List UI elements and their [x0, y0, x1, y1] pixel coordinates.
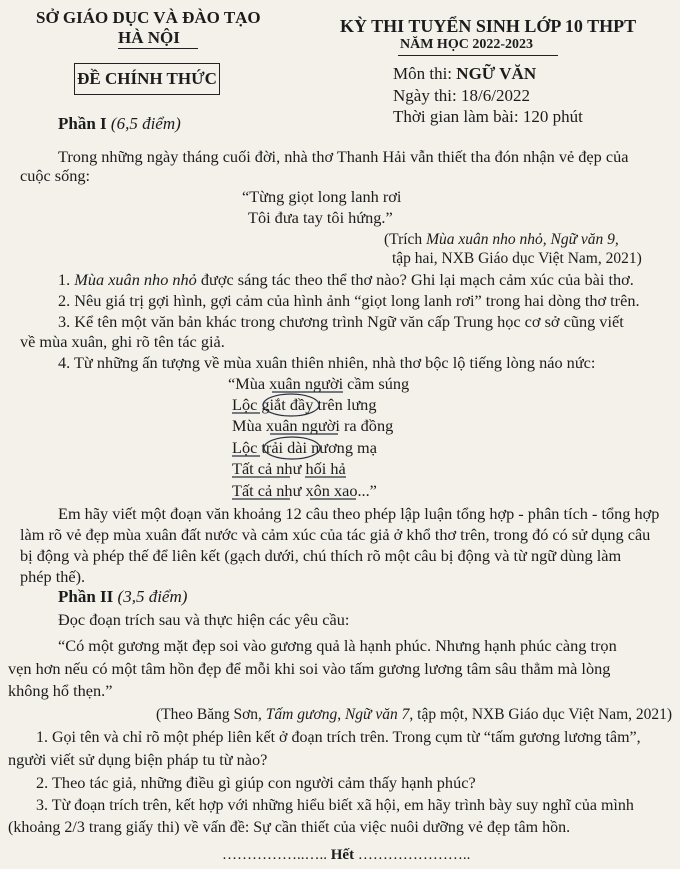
- subject-name: NGỮ VĂN: [456, 64, 537, 83]
- part1-intro-line2: cuộc sống:: [20, 166, 91, 185]
- end-dots-right: …………………..: [354, 847, 471, 863]
- school-year: NĂM HỌC 2022-2023: [400, 37, 533, 52]
- part2-question-1-line1: 1. Gọi tên và chỉ rõ một phép liên kết ở đoạn trích trên. Trong cụm từ “tấm gương lương tâm”,: [36, 729, 641, 746]
- subject-prefix: Môn thi:: [393, 64, 457, 83]
- part2-question-1-line2: người viết sử dụng biện pháp tu từ nào?: [8, 750, 268, 769]
- source1-line2: tập hai, NXB Giáo dục Việt Nam, 2021): [392, 250, 642, 267]
- end-label: Hết: [330, 847, 355, 863]
- part1-title: Phần I: [58, 114, 107, 133]
- handwritten-circle: [264, 437, 320, 459]
- poem-line: Lộc trải dài nương mạ: [232, 438, 377, 457]
- task-line: làm rõ vẻ đẹp mùa xuân đất nước và cảm xúc của tác giả ở khổ thơ trên, trong đó có sử dụng câu: [20, 525, 651, 544]
- q1-text: được sáng tác theo thể thơ nào? Ghi lại mạch cảm xúc của bài thơ.: [196, 270, 634, 289]
- poem-line: “Mùa xuân người cầm súng: [228, 374, 410, 393]
- part1-intro-line1: Trong những ngày tháng cuối đời, nhà thơ Thanh Hải vẫn thiết tha đón nhận vẻ đẹp của: [58, 147, 629, 166]
- part1-question-3-line1: 3. Kể tên một văn bản khác trong chương trình Ngữ văn cấp Trung học cơ sở cũng viết: [58, 312, 624, 331]
- part2-heading: [58, 587, 187, 607]
- quote-line-1: “Từng giọt long lanh rơi: [242, 187, 402, 206]
- part1-points: (6,5 điểm): [110, 114, 181, 133]
- exam-title: KỲ THI TUYỂN SINH LỚP 10 THPT: [340, 16, 637, 36]
- part1-question-2: 2. Nêu giá trị gợi hình, gợi cảm của hình ảnh “giọt long lanh rơi” trong hai dòng thơ trên.: [58, 291, 640, 310]
- source2-rest: , tập một, NXB Giáo dục Việt Nam, 2021): [409, 706, 673, 723]
- part2-question-2: 2. Theo tác giả, những điều gì giúp con người cảm thấy hạnh phúc?: [36, 773, 476, 792]
- department-city: HÀ NỘI: [118, 28, 180, 47]
- source2-prefix: (Theo Băng Sơn,: [156, 706, 266, 723]
- part1-question-3-line2: về mùa xuân, ghi rõ tên tác giả.: [20, 332, 225, 351]
- part2-question-3-line1: 3. Từ đoạn trích trên, kết hợp với những hiểu biết xã hội, em hãy trình bày suy nghĩ của mình: [36, 797, 634, 814]
- part2-instruction: Đọc đoạn trích sau và thực hiện các yêu cầu:: [58, 610, 350, 629]
- exam-duration: Thời gian làm bài: 120 phút: [393, 107, 583, 126]
- part2-title: Phần II: [58, 587, 114, 606]
- passage-line: không hổ thẹn.”: [8, 681, 113, 700]
- q1-poem-title: Mùa xuân nho nhỏ: [74, 270, 197, 289]
- source1-prefix: (Trích: [384, 231, 427, 248]
- part2-source: [156, 705, 672, 725]
- source2-book: Ngữ văn 7: [344, 706, 410, 723]
- part2-question-3-line2: (khoảng 2/3 trang giấy thi) về vấn đề: Sự cần thiết của việc nuôi dưỡng vẻ đẹp tâm hồn.: [8, 819, 571, 836]
- official-exam-label: ĐỀ CHÍNH THỨC: [77, 69, 217, 88]
- poem-line: Lộc giắt đầy trên lưng: [232, 395, 377, 414]
- handwritten-circle: [263, 394, 319, 416]
- poem-line: Tất cả như xôn xao...”: [232, 481, 377, 500]
- passage-line: “Có một gương mặt đẹp soi vào gương quả là hạnh phúc. Nhưng hạnh phúc càng trọn: [58, 636, 617, 655]
- part1-question-4: 4. Từ những ấn tượng về mùa xuân thiên nhiên, nhà thơ bộc lộ tiếng lòng náo nức:: [58, 353, 596, 372]
- quote-line-2: Tôi đưa tay tôi hứng.”: [248, 208, 393, 227]
- task-line: phép thế).: [20, 567, 86, 586]
- source2-title: Tấm gương: [265, 706, 338, 723]
- task-line: Em hãy viết một đoạn văn khoảng 12 câu theo phép lập luận tổng hợp - phân tích - tổng hợp: [58, 504, 660, 523]
- department-name: SỞ GIÁO DỤC VÀ ĐÀO TẠO: [36, 8, 261, 27]
- source2-sep: ,: [337, 706, 345, 723]
- exam-date: Ngày thi: 18/6/2022: [393, 86, 530, 105]
- end-of-exam: [222, 847, 470, 864]
- passage-line: vẹn hơn nếu có một tâm hồn đẹp để mỗi khi soi vào tấm gương lương tâm sâu thẳm mà lòng: [8, 659, 611, 678]
- q1-number: 1.: [58, 270, 75, 289]
- poem-line: Tất cả như hối hả: [232, 459, 346, 478]
- task-line: bị động và phép thế để liên kết (gạch dưới, chú thích rõ một câu bị động và từ ngữ dùng làm: [20, 546, 622, 565]
- source1-title: Mùa xuân nho nhỏ, Ngữ văn 9,: [426, 231, 619, 248]
- part2-points: (3,5 điểm): [117, 587, 188, 606]
- end-dots-left: ……………..…..: [222, 847, 331, 863]
- poem-line: Mùa xuân người ra đồng: [232, 416, 394, 435]
